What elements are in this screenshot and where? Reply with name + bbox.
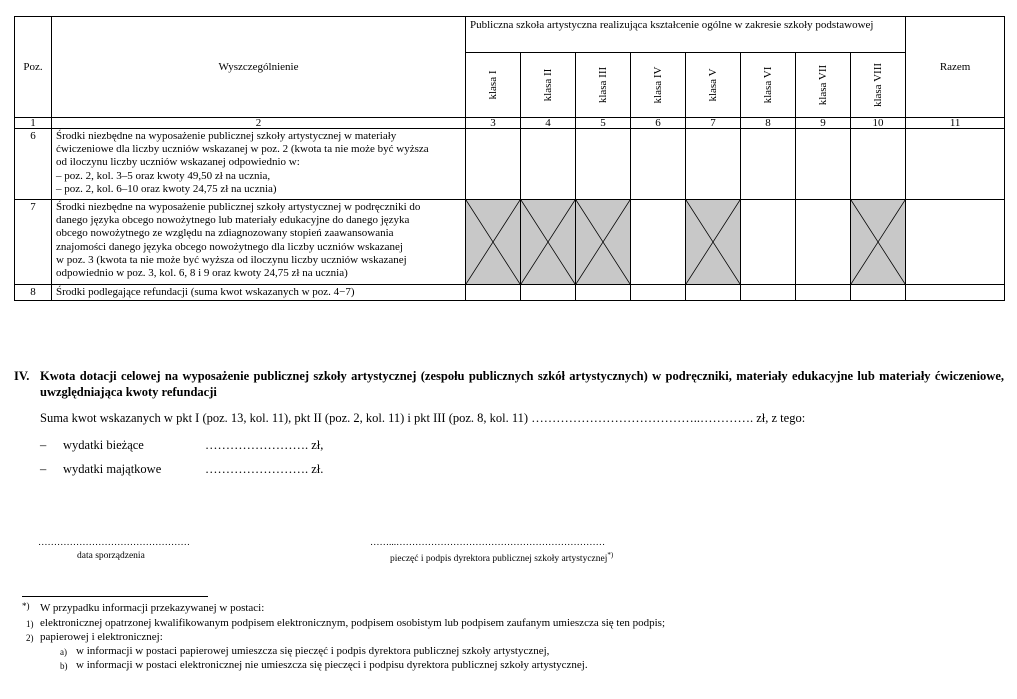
input-cell[interactable] [741, 200, 796, 285]
table-row [15, 285, 1005, 301]
input-cell[interactable] [851, 285, 906, 301]
input-cell[interactable] [741, 129, 796, 200]
row-poz: 8 [15, 285, 52, 301]
footnote-item: 2) papierowej i elektronicznej: [26, 631, 163, 643]
row-poz: 6 [15, 129, 52, 200]
input-cell[interactable] [906, 129, 1005, 200]
column-number: 7 [686, 118, 741, 129]
column-number: 9 [796, 118, 851, 129]
sum-line: Suma kwot wskazanych w pkt I (poz. 13, kol. 11), pkt II (poz. 2, kol. 11) i pkt III (poz. 8, kol. 11) …………………………………..…………. zł, z tego: [40, 411, 806, 425]
header-class-5: klasa V [686, 53, 741, 118]
section-iv [14, 368, 1004, 400]
header-razem: Razem [906, 17, 1005, 118]
input-cell[interactable] [796, 285, 851, 301]
column-number: 5 [576, 118, 631, 129]
input-cell[interactable] [631, 129, 686, 200]
input-cell[interactable] [851, 129, 906, 200]
input-cell[interactable] [466, 129, 521, 200]
disabled-cell [851, 200, 906, 285]
row-description: Środki podlegające refundacji (suma kwot wskazanych w poz. 4−7) [52, 285, 466, 301]
input-cell[interactable] [631, 200, 686, 285]
input-cell[interactable] [576, 129, 631, 200]
date-label: data sporządzenia [77, 551, 145, 561]
column-number: 6 [631, 118, 686, 129]
column-number: 4 [521, 118, 576, 129]
row-description: Środki niezbędne na wyposażenie publicznej szkoły artystycznej w materiały ćwiczeniowe dla liczby uczniów wskazanej w poz. 2 (kwota ta nie może być wyższa od iloczynu liczby uczniów wskazanej odpowiednio w: – poz. 2, kol. 3–5 oraz kwoty 49,50 zł na ucznia, – poz. 2, kol. 6–10 oraz kwoty 24,75 zł na ucznia) [52, 129, 466, 200]
header-poz: Poz. [15, 17, 52, 118]
table-row [15, 200, 1005, 285]
footnote-item: a) w informacji w postaci papierowej umieszcza się pieczęć i podpis dyrektora publicznej szkoły artystycznej, [60, 645, 550, 657]
data-table [14, 16, 1005, 301]
disabled-cell [521, 200, 576, 285]
table-row [15, 129, 1005, 200]
input-cell[interactable] [741, 285, 796, 301]
footnote-intro: *) W przypadku informacji przekazywanej w postaci: [22, 601, 265, 614]
input-cell[interactable] [686, 285, 741, 301]
disabled-cell [686, 200, 741, 285]
input-cell[interactable] [906, 200, 1005, 285]
input-cell[interactable] [466, 285, 521, 301]
row-description: Środki niezbędne na wyposażenie publicznej szkoły artystycznej w podręczniki do danego języka obcego nowożytnego lub materiały edukacyjne do danego języka obcego nowożytnego ze względu na zdiagnozowany stopień zaawansowania znajomości danego języka obcego nowożytnego dla liczby uczniów wskazanej w poz. 3 (kwota ta nie może być wyższa od iloczynu liczby uczniów wskazanej odpowiednio w poz. 3, kol. 6, 8 i 9 oraz kwoty 24,75 zł na ucznia) [52, 200, 466, 285]
section-number: IV. [14, 369, 30, 383]
column-number: 8 [741, 118, 796, 129]
header-wyszczegolnienie: Wyszczególnienie [52, 17, 466, 118]
column-number: 2 [52, 118, 466, 129]
footnote-item: 1) elektronicznej opatrzonej kwalifikowanym podpisem elektronicznym, podpisem osobistym lub podpisem zaufanym umieszcza się ten podpis; [26, 617, 666, 629]
disabled-cell [466, 200, 521, 285]
input-cell[interactable] [796, 200, 851, 285]
signature-field[interactable]: ……...………………………………………………………… [370, 538, 606, 548]
column-number: 10 [851, 118, 906, 129]
item-value-field[interactable]: ……………………. zł. [205, 462, 324, 476]
input-cell[interactable] [686, 129, 741, 200]
signature-label: pieczęć i podpis dyrektora publicznej szkoły artystycznej*) [390, 551, 614, 565]
item-label: wydatki bieżące [63, 438, 144, 452]
item-value-field[interactable]: ……………………. zł, [205, 438, 324, 452]
header-class-8: klasa VIII [851, 53, 906, 118]
disabled-cell [576, 200, 631, 285]
header-class-2: klasa II [521, 53, 576, 118]
column-number: 1 [15, 118, 52, 129]
column-numbers-row [15, 118, 1005, 129]
input-cell[interactable] [906, 285, 1005, 301]
footnote-divider [22, 596, 208, 597]
input-cell[interactable] [631, 285, 686, 301]
input-cell[interactable] [576, 285, 631, 301]
row-poz: 7 [15, 200, 52, 285]
column-number: 11 [906, 118, 1005, 129]
header-class-7: klasa VII [796, 53, 851, 118]
input-cell[interactable] [521, 129, 576, 200]
column-number: 3 [466, 118, 521, 129]
date-field[interactable]: ………………………………………… [38, 538, 190, 548]
item-label: wydatki majątkowe [63, 462, 162, 476]
header-class-1: klasa I [466, 53, 521, 118]
footnote-item: b) w informacji w postaci elektronicznej nie umieszcza się pieczęci i podpisu dyrektora publicznej szkoły artystycznej. [60, 659, 588, 671]
header-school-group: Publiczna szkoła artystyczna realizująca kształcenie ogólne w zakresie szkoły podstawowej [466, 17, 906, 53]
input-cell[interactable] [796, 129, 851, 200]
input-cell[interactable] [521, 285, 576, 301]
section-title: Kwota dotacji celowej na wyposażenie publicznej szkoły artystycznej (zespołu publicznych szkół artystycznych) w podręczniki, materiały edukacyjne lub materiały ćwiczeniowe, uwzględniająca kwoty refundacji [40, 369, 1004, 399]
header-class-6: klasa VI [741, 53, 796, 118]
header-class-4: klasa IV [631, 53, 686, 118]
header-class-3: klasa III [576, 53, 631, 118]
